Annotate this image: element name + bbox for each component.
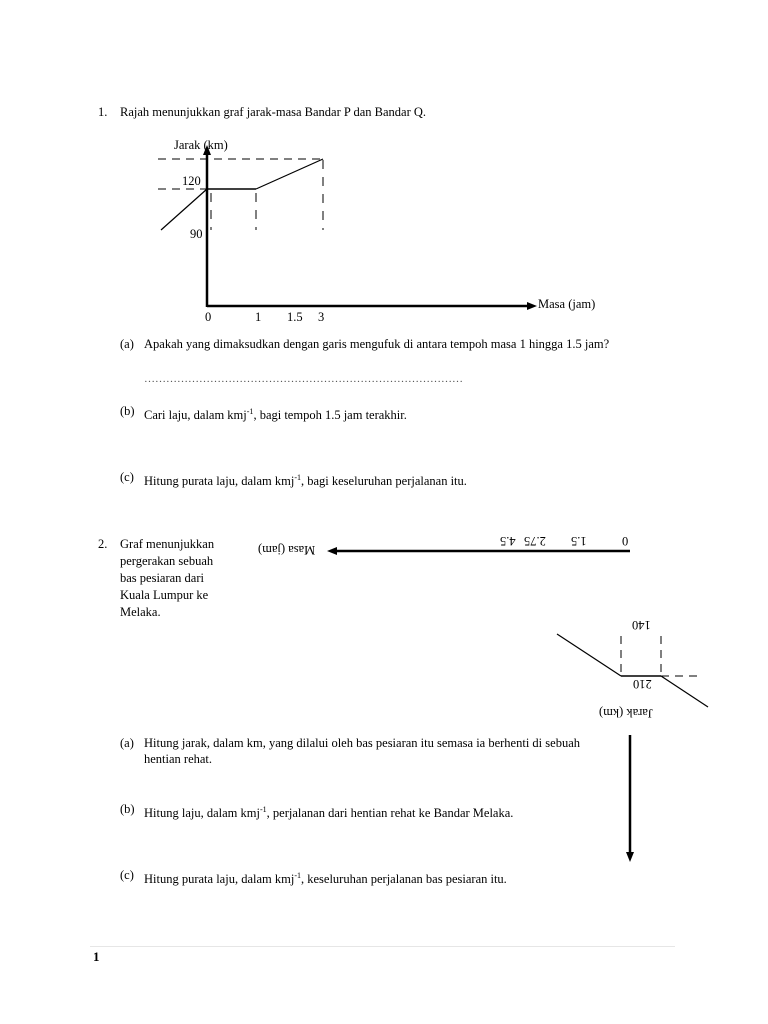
q1a-label: (a) (120, 337, 134, 351)
q2a-label: (a) (120, 736, 134, 750)
q2-stem-5: Melaka. (120, 605, 161, 619)
page-number: 1 (93, 949, 100, 964)
q2-ytick-140: 140 (632, 618, 651, 632)
q1-xlabel: Masa (jam) (538, 297, 596, 311)
footer-rule (90, 946, 675, 947)
q1c-text: Hitung purata laju, dalam kmj$^{-1}$, bagi keseluruhan perjalanan itu. (144, 473, 467, 489)
q1-ylabel: Jarak (km) (174, 138, 228, 152)
q1-xtick-1: 1 (255, 310, 262, 324)
q2-xtick-2-75: 2.75 (524, 534, 546, 548)
q2-stem-1: Graf menunjukkan (120, 537, 215, 551)
q1a-answer-line: …………………………………………………………………………… (144, 373, 463, 385)
q2-stem-4: Kuala Lumpur ke (120, 588, 209, 602)
q2-xtick-4-5: 4.5 (500, 534, 516, 548)
q1-ytick-120: 120 (182, 174, 201, 188)
q1c-label: (c) (120, 470, 134, 484)
q2-number: 2. (98, 537, 108, 551)
q1-xtick-0: 0 (205, 310, 212, 324)
q2b-label: (b) (120, 802, 135, 816)
q1-stem: Rajah menunjukkan graf jarak-masa Bandar P dan Bandar Q. (120, 105, 427, 119)
q1-xtick-3: 3 (318, 310, 325, 324)
q2-ytick-210: 210 (633, 677, 652, 691)
q2c-text: Hitung purata laju, dalam kmj$^{-1}$, keseluruhan perjalanan bas pesiaran itu. (144, 871, 507, 887)
q1-number: 1. (98, 105, 108, 119)
q2-y-axis-arrow-icon (626, 852, 634, 862)
q1-xtick-1-5: 1.5 (287, 310, 303, 324)
q2-xtick-0: 0 (622, 534, 629, 548)
q2-stem-3: bas pesiaran dari (120, 571, 204, 585)
q2a-line1: Hitung jarak, dalam km, yang dilalui oleh bas pesiaran itu semasa ia berhenti di sebuah (144, 736, 580, 750)
q2-ylabel: Jarak (km) (599, 706, 653, 720)
q2c-label: (c) (120, 868, 134, 882)
q1-ytick-90: 90 (190, 227, 203, 241)
q2a-line2: hentian rehat. (144, 752, 213, 766)
q2-x-axis-arrow-icon (327, 547, 337, 555)
q1b-text: Cari laju, dalam kmj$^{-1}$, bagi tempoh 1.5 jam terakhir. (144, 407, 407, 423)
q1a-text: Apakah yang dimaksudkan dengan garis mengufuk di antara tempoh masa 1 hingga 1.5 jam? (144, 337, 610, 351)
q2-stem-2: pergerakan sebuah (120, 554, 214, 568)
q2-xlabel: Masa (jam) (258, 543, 316, 557)
q2b-text: Hitung laju, dalam kmj$^{-1}$, perjalanan dari hentian rehat ke Bandar Melaka. (144, 805, 514, 821)
q2-line-segment-2 (661, 676, 708, 707)
q2-xtick-1-5: 1.5 (571, 534, 587, 548)
q2-line-segment-1 (557, 634, 621, 676)
q1b-label: (b) (120, 404, 135, 418)
